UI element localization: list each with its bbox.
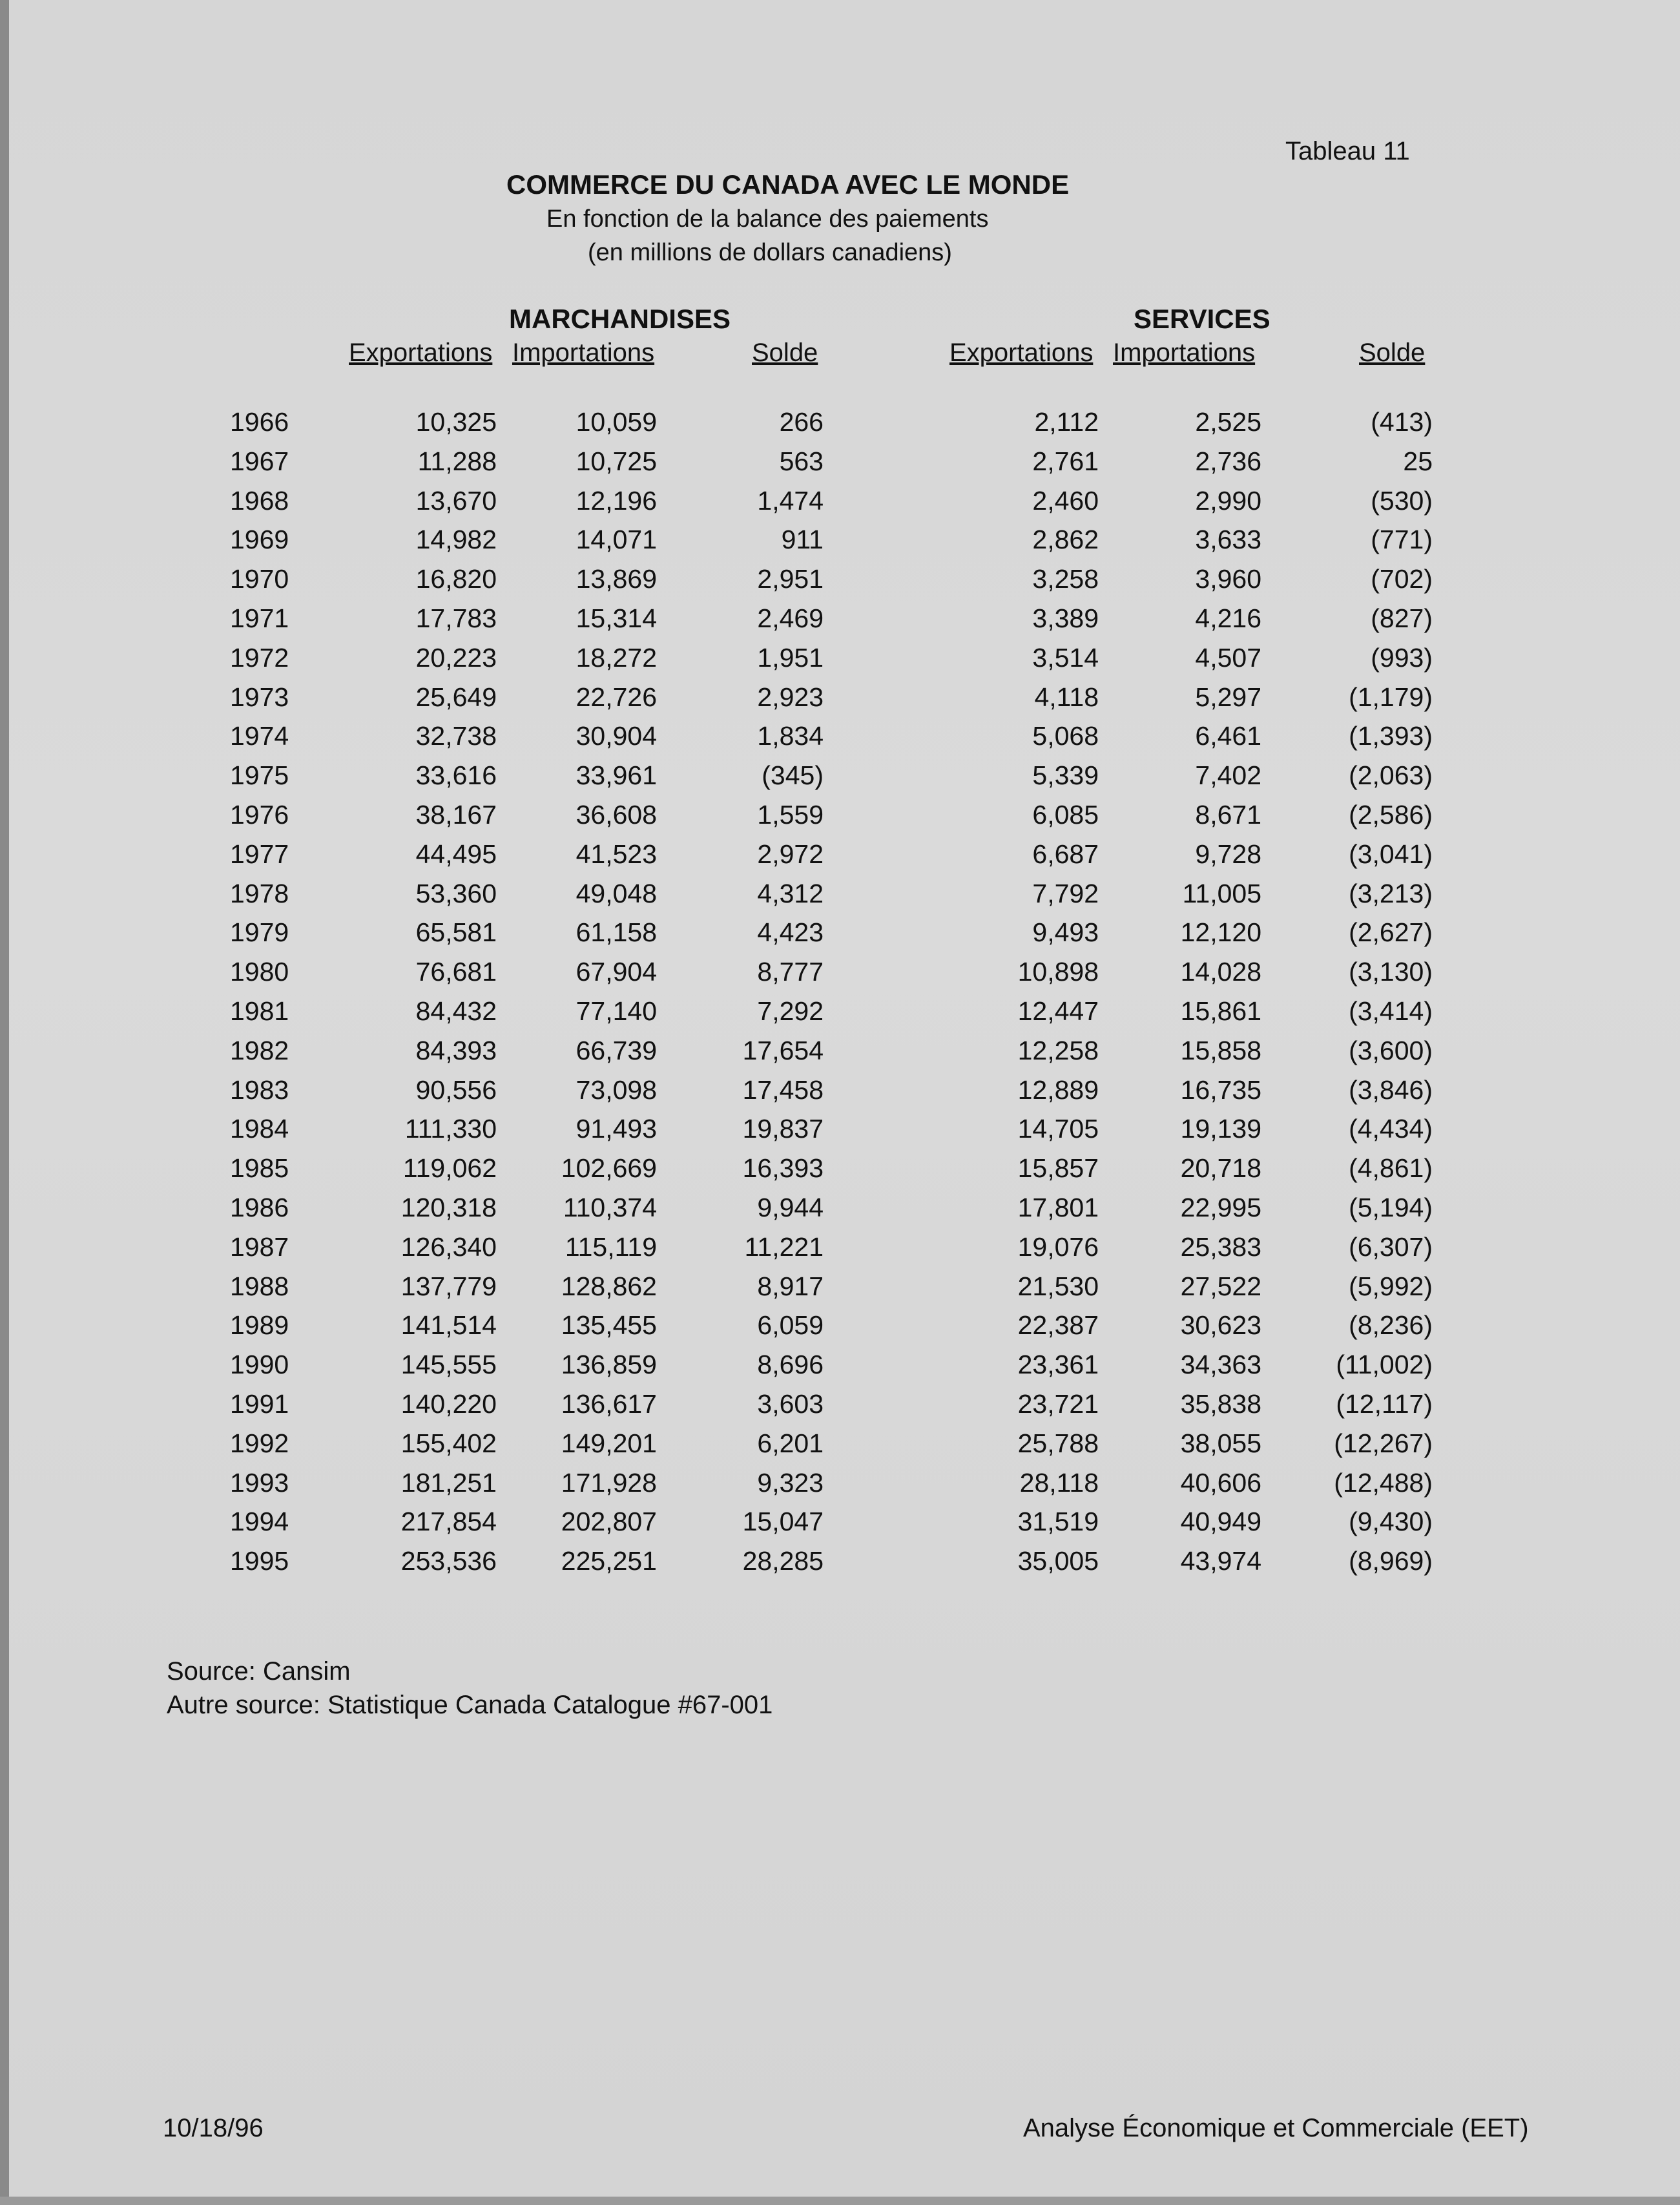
table-row <box>0 1232 1680 1271</box>
merchandise-balance-cell: (345) <box>762 760 824 791</box>
services-balance-cell: (6,307) <box>1349 1231 1433 1262</box>
services-balance-cell: (12,488) <box>1334 1467 1433 1498</box>
merchandise-exports-cell: 119,062 <box>402 1153 497 1184</box>
services-exports-cell: 10,898 <box>1017 957 1099 987</box>
table-row <box>0 917 1680 957</box>
merchandise-imports-cell: 77,140 <box>576 996 657 1026</box>
footer-date: 10/18/96 <box>163 2114 264 2142</box>
merchandise-balance-cell: 17,654 <box>742 1035 824 1065</box>
services-exports-cell: 2,112 <box>1034 407 1099 437</box>
bleed-through-texture <box>161 155 169 187</box>
merchandise-balance-cell: 17,458 <box>742 1074 824 1105</box>
merchandise-balance-cell: 1,559 <box>757 799 824 830</box>
year-cell: 1981 <box>230 996 289 1026</box>
services-imports-cell: 2,525 <box>1195 407 1261 437</box>
services-imports-cell: 27,522 <box>1180 1271 1261 1301</box>
services-exports-cell: 3,258 <box>1032 564 1099 594</box>
table-row <box>0 446 1680 486</box>
services-exports-cell: 25,788 <box>1017 1428 1099 1458</box>
merchandise-imports-cell: 10,725 <box>576 446 657 476</box>
table-row <box>0 721 1680 760</box>
merchandise-exports-cell: 217,854 <box>400 1507 497 1537</box>
merchandise-imports-cell: 30,904 <box>576 721 657 751</box>
services-imports-cell: 35,838 <box>1180 1388 1261 1419</box>
services-imports-cell: 3,960 <box>1195 564 1261 594</box>
table-row <box>0 760 1680 800</box>
merchandise-imports-cell: 14,071 <box>576 525 657 555</box>
merchandise-balance-cell: 8,696 <box>757 1350 824 1380</box>
year-cell: 1977 <box>230 839 289 869</box>
services-balance-cell: (11,002) <box>1336 1350 1433 1380</box>
year-cell: 1979 <box>230 917 289 948</box>
services-exports-cell: 3,514 <box>1032 642 1099 673</box>
services-balance-cell: (5,194) <box>1349 1192 1433 1222</box>
merchandise-balance-cell: 1,951 <box>757 642 824 673</box>
table-row <box>0 1468 1680 1507</box>
services-imports-cell: 14,028 <box>1180 957 1261 987</box>
table-row <box>0 1075 1680 1114</box>
units-note: (en millions de dollars canadiens) <box>588 239 952 266</box>
merchandise-exports-cell: 76,681 <box>415 957 497 987</box>
merchandise-imports-cell: 49,048 <box>576 878 657 908</box>
merchandise-exports-cell: 90,556 <box>415 1074 497 1105</box>
table-row <box>0 603 1680 643</box>
year-cell: 1995 <box>230 1546 289 1576</box>
services-imports-cell: 40,949 <box>1180 1507 1261 1537</box>
trade-table-body <box>0 407 1680 1585</box>
services-imports-cell: 38,055 <box>1180 1428 1261 1458</box>
year-cell: 1973 <box>230 682 289 712</box>
table-number: Tableau 11 <box>1285 137 1410 165</box>
services-exports-cell: 9,493 <box>1032 917 1099 948</box>
table-row <box>0 1310 1680 1350</box>
merchandise-exports-header: Exportations <box>349 339 493 367</box>
year-cell: 1989 <box>230 1310 289 1341</box>
services-imports-cell: 43,974 <box>1180 1546 1261 1576</box>
merchandise-exports-cell: 25,649 <box>415 682 497 712</box>
services-imports-cell: 4,507 <box>1195 642 1261 673</box>
merchandise-exports-cell: 17,783 <box>415 603 497 633</box>
secondary-source-note: Autre source: Statistique Canada Catalogue #67-001 <box>167 1691 773 1719</box>
merchandise-exports-cell: 84,393 <box>415 1035 497 1065</box>
services-exports-cell: 3,389 <box>1032 603 1099 633</box>
table-row <box>0 1350 1680 1389</box>
merchandise-balance-cell: 4,423 <box>757 917 824 948</box>
year-cell: 1967 <box>230 446 289 476</box>
services-imports-cell: 6,461 <box>1195 721 1261 751</box>
merchandise-imports-cell: 67,904 <box>576 957 657 987</box>
table-row <box>0 1036 1680 1075</box>
merchandise-exports-cell: 13,670 <box>415 485 497 516</box>
merchandise-balance-cell: 7,292 <box>757 996 824 1026</box>
year-cell: 1978 <box>230 878 289 908</box>
table-row <box>0 1153 1680 1193</box>
merchandise-exports-cell: 137,779 <box>400 1271 497 1301</box>
services-exports-cell: 21,530 <box>1017 1271 1099 1301</box>
year-cell: 1986 <box>230 1192 289 1222</box>
merchandise-imports-cell: 15,314 <box>576 603 657 633</box>
merchandise-exports-cell: 253,536 <box>400 1546 497 1576</box>
services-imports-cell: 2,736 <box>1195 446 1261 476</box>
services-balance-cell: (12,267) <box>1334 1428 1433 1458</box>
year-cell: 1987 <box>230 1231 289 1262</box>
services-balance-cell: (4,861) <box>1349 1153 1433 1184</box>
table-row <box>0 525 1680 564</box>
services-balance-cell: (413) <box>1371 407 1433 437</box>
merchandise-balance-cell: 6,059 <box>757 1310 824 1341</box>
merchandise-balance-cell: 2,972 <box>757 839 824 869</box>
year-cell: 1993 <box>230 1467 289 1498</box>
year-cell: 1968 <box>230 485 289 516</box>
year-cell: 1971 <box>230 603 289 633</box>
merchandise-imports-cell: 10,059 <box>576 407 657 437</box>
merchandise-balance-header: Solde <box>752 339 818 367</box>
services-exports-cell: 22,387 <box>1017 1310 1099 1341</box>
services-imports-cell: 5,297 <box>1195 682 1261 712</box>
merchandise-imports-cell: 171,928 <box>561 1467 657 1498</box>
services-balance-cell: (827) <box>1371 603 1433 633</box>
services-exports-cell: 15,857 <box>1017 1153 1099 1184</box>
services-imports-cell: 16,735 <box>1180 1074 1261 1105</box>
year-cell: 1984 <box>230 1114 289 1144</box>
services-exports-cell: 31,519 <box>1017 1507 1099 1537</box>
services-imports-cell: 40,606 <box>1180 1467 1261 1498</box>
merchandise-exports-cell: 32,738 <box>415 721 497 751</box>
merchandise-balance-cell: 9,944 <box>757 1192 824 1222</box>
services-exports-cell: 7,792 <box>1032 878 1099 908</box>
merchandise-balance-cell: 9,323 <box>757 1467 824 1498</box>
services-exports-cell: 23,721 <box>1017 1388 1099 1419</box>
services-exports-cell: 6,085 <box>1032 799 1099 830</box>
merchandise-exports-cell: 111,330 <box>404 1114 497 1144</box>
merchandise-balance-cell: 2,923 <box>757 682 824 712</box>
merchandise-imports-cell: 202,807 <box>561 1507 657 1537</box>
merchandise-balance-cell: 28,285 <box>742 1546 824 1576</box>
year-cell: 1969 <box>230 525 289 555</box>
merchandise-exports-cell: 155,402 <box>400 1428 497 1458</box>
services-imports-cell: 2,990 <box>1195 485 1261 516</box>
merchandise-imports-cell: 136,859 <box>561 1350 657 1380</box>
merchandise-group-header: MARCHANDISES <box>509 304 731 334</box>
source-note: Source: Cansim <box>167 1657 351 1686</box>
year-cell: 1990 <box>230 1350 289 1380</box>
services-exports-cell: 35,005 <box>1017 1546 1099 1576</box>
services-imports-header: Importations <box>1113 339 1256 367</box>
table-row <box>0 1507 1680 1546</box>
page-title: COMMERCE DU CANADA AVEC LE MONDE <box>506 169 1070 200</box>
merchandise-balance-cell: 11,221 <box>744 1231 824 1262</box>
services-balance-cell: (2,063) <box>1349 760 1433 791</box>
services-balance-cell: (771) <box>1371 525 1433 555</box>
services-imports-cell: 4,216 <box>1195 603 1261 633</box>
services-exports-header: Exportations <box>949 339 1094 367</box>
merchandise-exports-cell: 181,251 <box>400 1467 497 1498</box>
services-balance-cell: (3,130) <box>1349 957 1433 987</box>
services-imports-cell: 3,633 <box>1195 525 1261 555</box>
year-cell: 1974 <box>230 721 289 751</box>
services-balance-cell: (1,393) <box>1349 721 1433 751</box>
services-exports-cell: 6,687 <box>1032 839 1099 869</box>
services-balance-cell: (3,846) <box>1349 1074 1433 1105</box>
table-row <box>0 682 1680 722</box>
services-exports-cell: 12,889 <box>1017 1074 1099 1105</box>
merchandise-exports-cell: 145,555 <box>400 1350 497 1380</box>
year-cell: 1966 <box>230 407 289 437</box>
merchandise-balance-cell: 16,393 <box>742 1153 824 1184</box>
services-balance-cell: (3,600) <box>1349 1035 1433 1065</box>
table-row <box>0 1193 1680 1232</box>
services-imports-cell: 8,671 <box>1195 799 1261 830</box>
table-row <box>0 1271 1680 1311</box>
services-exports-cell: 28,118 <box>1019 1467 1099 1498</box>
year-cell: 1983 <box>230 1074 289 1105</box>
services-imports-cell: 9,728 <box>1195 839 1261 869</box>
merchandise-exports-cell: 140,220 <box>400 1388 497 1419</box>
merchandise-imports-cell: 115,119 <box>565 1231 657 1262</box>
merchandise-imports-header: Importations <box>512 339 655 367</box>
merchandise-imports-cell: 41,523 <box>576 839 657 869</box>
table-row <box>0 1428 1680 1468</box>
merchandise-imports-cell: 61,158 <box>576 917 657 948</box>
merchandise-exports-cell: 33,616 <box>415 760 497 791</box>
merchandise-exports-cell: 38,167 <box>415 799 497 830</box>
page-bottom-edge <box>0 2197 1680 2205</box>
table-row <box>0 643 1680 682</box>
table-row <box>0 1546 1680 1585</box>
services-exports-cell: 12,258 <box>1017 1035 1099 1065</box>
services-imports-cell: 34,363 <box>1180 1350 1261 1380</box>
merchandise-imports-cell: 102,669 <box>561 1153 657 1184</box>
merchandise-balance-cell: 19,837 <box>742 1114 824 1144</box>
services-exports-cell: 5,339 <box>1032 760 1099 791</box>
merchandise-exports-cell: 141,514 <box>400 1310 497 1341</box>
services-imports-cell: 25,383 <box>1180 1231 1261 1262</box>
services-imports-cell: 7,402 <box>1195 760 1261 791</box>
services-exports-cell: 19,076 <box>1017 1231 1099 1262</box>
merchandise-imports-cell: 12,196 <box>576 485 657 516</box>
services-exports-cell: 17,801 <box>1017 1192 1099 1222</box>
merchandise-imports-cell: 135,455 <box>561 1310 657 1341</box>
table-row <box>0 996 1680 1036</box>
services-imports-cell: 20,718 <box>1180 1153 1261 1184</box>
services-imports-cell: 15,861 <box>1180 996 1261 1026</box>
table-row <box>0 1114 1680 1153</box>
year-cell: 1980 <box>230 957 289 987</box>
merchandise-imports-cell: 110,374 <box>563 1192 657 1222</box>
services-balance-cell: (9,430) <box>1349 1507 1433 1537</box>
merchandise-balance-cell: 2,951 <box>757 564 824 594</box>
merchandise-exports-cell: 44,495 <box>415 839 497 869</box>
merchandise-imports-cell: 128,862 <box>561 1271 657 1301</box>
table-row <box>0 1389 1680 1428</box>
merchandise-balance-cell: 6,201 <box>757 1428 824 1458</box>
services-imports-cell: 30,623 <box>1180 1310 1261 1341</box>
merchandise-balance-cell: 911 <box>781 525 824 555</box>
merchandise-imports-cell: 225,251 <box>561 1546 657 1576</box>
merchandise-imports-cell: 33,961 <box>576 760 657 791</box>
table-row <box>0 800 1680 839</box>
merchandise-balance-cell: 4,312 <box>757 878 824 908</box>
services-imports-cell: 19,139 <box>1180 1114 1261 1144</box>
services-exports-cell: 2,460 <box>1032 485 1099 516</box>
services-balance-cell: (3,414) <box>1349 996 1433 1026</box>
merchandise-imports-cell: 22,726 <box>576 682 657 712</box>
table-row <box>0 879 1680 918</box>
year-cell: 1972 <box>230 642 289 673</box>
merchandise-imports-cell: 18,272 <box>576 642 657 673</box>
services-balance-cell: (702) <box>1371 564 1433 594</box>
merchandise-imports-cell: 149,201 <box>561 1428 657 1458</box>
services-group-header: SERVICES <box>1134 304 1270 334</box>
services-exports-cell: 23,361 <box>1017 1350 1099 1380</box>
merchandise-exports-cell: 11,288 <box>417 446 497 476</box>
merchandise-exports-cell: 16,820 <box>415 564 497 594</box>
year-cell: 1985 <box>230 1153 289 1184</box>
merchandise-imports-cell: 136,617 <box>561 1388 657 1419</box>
services-balance-cell: (8,969) <box>1349 1546 1433 1576</box>
merchandise-balance-cell: 8,917 <box>757 1271 824 1301</box>
year-cell: 1982 <box>230 1035 289 1065</box>
services-imports-cell: 22,995 <box>1180 1192 1261 1222</box>
merchandise-exports-cell: 20,223 <box>415 642 497 673</box>
year-cell: 1994 <box>230 1507 289 1537</box>
services-balance-cell: (12,117) <box>1336 1388 1433 1419</box>
table-row <box>0 957 1680 996</box>
year-cell: 1970 <box>230 564 289 594</box>
merchandise-balance-cell: 1,834 <box>757 721 824 751</box>
merchandise-exports-cell: 126,340 <box>400 1231 497 1262</box>
services-balance-cell: (4,434) <box>1349 1114 1433 1144</box>
year-cell: 1975 <box>230 760 289 791</box>
year-cell: 1991 <box>230 1388 289 1419</box>
services-balance-cell: (8,236) <box>1349 1310 1433 1341</box>
year-cell: 1988 <box>230 1271 289 1301</box>
merchandise-imports-cell: 13,869 <box>576 564 657 594</box>
year-cell: 1976 <box>230 799 289 830</box>
services-imports-cell: 11,005 <box>1182 878 1261 908</box>
merchandise-balance-cell: 266 <box>779 407 824 437</box>
table-row <box>0 564 1680 603</box>
services-balance-cell: (3,213) <box>1349 878 1433 908</box>
services-balance-header: Solde <box>1359 339 1426 367</box>
merchandise-exports-cell: 53,360 <box>415 878 497 908</box>
services-imports-cell: 15,858 <box>1180 1035 1261 1065</box>
merchandise-balance-cell: 1,474 <box>757 485 824 516</box>
footer-organization: Analyse Économique et Commerciale (EET) <box>1023 2114 1529 2142</box>
merchandise-balance-cell: 15,047 <box>742 1507 824 1537</box>
table-row <box>0 407 1680 446</box>
merchandise-balance-cell: 3,603 <box>757 1388 824 1419</box>
merchandise-imports-cell: 66,739 <box>576 1035 657 1065</box>
merchandise-exports-cell: 120,318 <box>400 1192 497 1222</box>
services-balance-cell: (993) <box>1371 642 1433 673</box>
merchandise-exports-cell: 84,432 <box>415 996 497 1026</box>
merchandise-balance-cell: 8,777 <box>757 957 824 987</box>
services-balance-cell: (1,179) <box>1349 682 1433 712</box>
services-balance-cell: (2,627) <box>1349 917 1433 948</box>
services-balance-cell: (530) <box>1371 485 1433 516</box>
merchandise-imports-cell: 36,608 <box>576 799 657 830</box>
page-subtitle: En fonction de la balance des paiements <box>546 205 989 233</box>
merchandise-exports-cell: 10,325 <box>415 407 497 437</box>
merchandise-balance-cell: 2,469 <box>757 603 824 633</box>
services-balance-cell: (2,586) <box>1349 799 1433 830</box>
services-exports-cell: 2,761 <box>1032 446 1099 476</box>
table-row <box>0 839 1680 879</box>
merchandise-exports-cell: 14,982 <box>415 525 497 555</box>
merchandise-exports-cell: 65,581 <box>415 917 497 948</box>
services-exports-cell: 2,862 <box>1032 525 1099 555</box>
year-cell: 1992 <box>230 1428 289 1458</box>
services-imports-cell: 12,120 <box>1180 917 1261 948</box>
services-exports-cell: 4,118 <box>1034 682 1099 712</box>
services-exports-cell: 14,705 <box>1017 1114 1099 1144</box>
table-row <box>0 486 1680 525</box>
services-exports-cell: 5,068 <box>1032 721 1099 751</box>
services-balance-cell: 25 <box>1403 446 1433 476</box>
merchandise-imports-cell: 73,098 <box>576 1074 657 1105</box>
merchandise-imports-cell: 91,493 <box>576 1114 657 1144</box>
services-balance-cell: (5,992) <box>1349 1271 1433 1301</box>
merchandise-balance-cell: 563 <box>779 446 824 476</box>
services-exports-cell: 12,447 <box>1017 996 1099 1026</box>
services-balance-cell: (3,041) <box>1349 839 1433 869</box>
